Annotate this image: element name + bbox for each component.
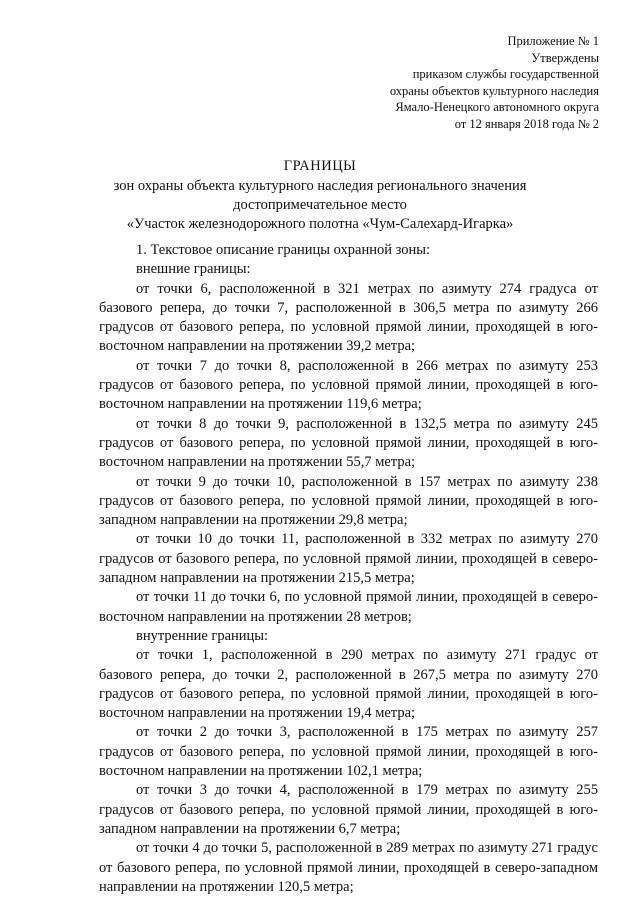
subtitle-line: зон охраны объекта культурного наследия регионального значения (113, 178, 527, 194)
document-subtitle (0, 177, 640, 234)
boundary-paragraph: от точки 6, расположенной в 321 метрах по азимуту 274 градуса от базового репера, до точки 7, расположенной в 306,5 метра по азимуту 266 градусов от базового репера, по условной прямой линии, проходящей в юго-восточном направлении на протяжении 39,2 метра; (99, 280, 598, 355)
boundary-paragraph: от точки 3 до точки 4, расположенной в 179 метрах по азимуту 255 градусов от базового репера, по условной прямой линии, проходящей в юго-западном направлении на протяжении 6,7 метра; (99, 782, 598, 837)
boundary-paragraph: от точки 11 до точки 6, по условной прямой линии, проходящей в северо-восточном направлении на протяжении 28 метров; (99, 589, 598, 625)
section-heading: 1. Текстовое описание границы охранной зоны: (136, 242, 431, 258)
boundary-paragraph: от точки 1, расположенной в 290 метрах по азимуту 271 градус от базового репера, до точки 2, расположенной в 267,5 метра по азимуту 270 градусов от базового репера, по условной прямой линии, проходящей в юго-восточном направлении на протяжении 19,4 метра; (99, 647, 598, 722)
document-body (99, 241, 598, 897)
boundary-paragraph: от точки 10 до точки 11, расположенной в 332 метрах по азимуту 270 градусов от базового репера, по условной прямой линии, проходящей в северо-западном направлении на протяжении 215,5 метра; (99, 531, 598, 587)
appendix-number: Приложение № 1 (507, 34, 599, 48)
boundary-paragraph: от точки 9 до точки 10, расположенной в 157 метрах по азимуту 238 градусов от базового репера, по условной прямой линии, проходящей в юго-западном направлении на протяжении 29,8 метра; (99, 473, 598, 529)
boundary-paragraph: от точки 8 до точки 9, расположенной в 132,5 метра по азимуту 245 градусов от базового репера, по условной прямой линии, проходящей в юго-восточном направлении на протяжении 55,7 метра; (99, 415, 598, 471)
boundary-paragraph: от точки 7 до точки 8, расположенной в 266 метрах по азимуту 253 градусов от базового репера, по условной прямой линии, проходящей в юго-восточном направлении на протяжении 119,6 метра; (99, 357, 598, 413)
approval-line: охраны объектов культурного наследия (389, 83, 599, 98)
document-title: ГРАНИЦЫ (283, 158, 357, 174)
outer-boundaries-label: внешние границы: (136, 261, 251, 278)
inner-boundaries-label: внутренние границы: (136, 627, 269, 644)
boundary-paragraph: от точки 4 до точки 5, расположенной в 289 метрах по азимуту 271 градус от базового репера, по условной прямой линии, проходящей в северо-западном направлении на протяжении 120,5 метра; (99, 840, 598, 895)
approval-date: от 12 января 2018 года № 2 (454, 116, 599, 131)
approval-line: приказом службы государственной (412, 67, 599, 82)
boundary-paragraph: от точки 2 до точки 3, расположенной в 175 метрах по азимуту 257 градусов от базового репера, по условной прямой линии, проходящей в юго-восточном направлении на протяжении 102,1 метра; (99, 724, 598, 780)
approved-label: Утверждены (531, 50, 599, 65)
subtitle-line: «Участок железнодорожного полотна «Чум-Салехард-Игарка» (126, 216, 514, 232)
subtitle-line: достопримечательное место (233, 197, 407, 213)
approval-line: Ямало-Ненецкого автономного округа (395, 100, 599, 115)
approval-block (390, 33, 599, 133)
